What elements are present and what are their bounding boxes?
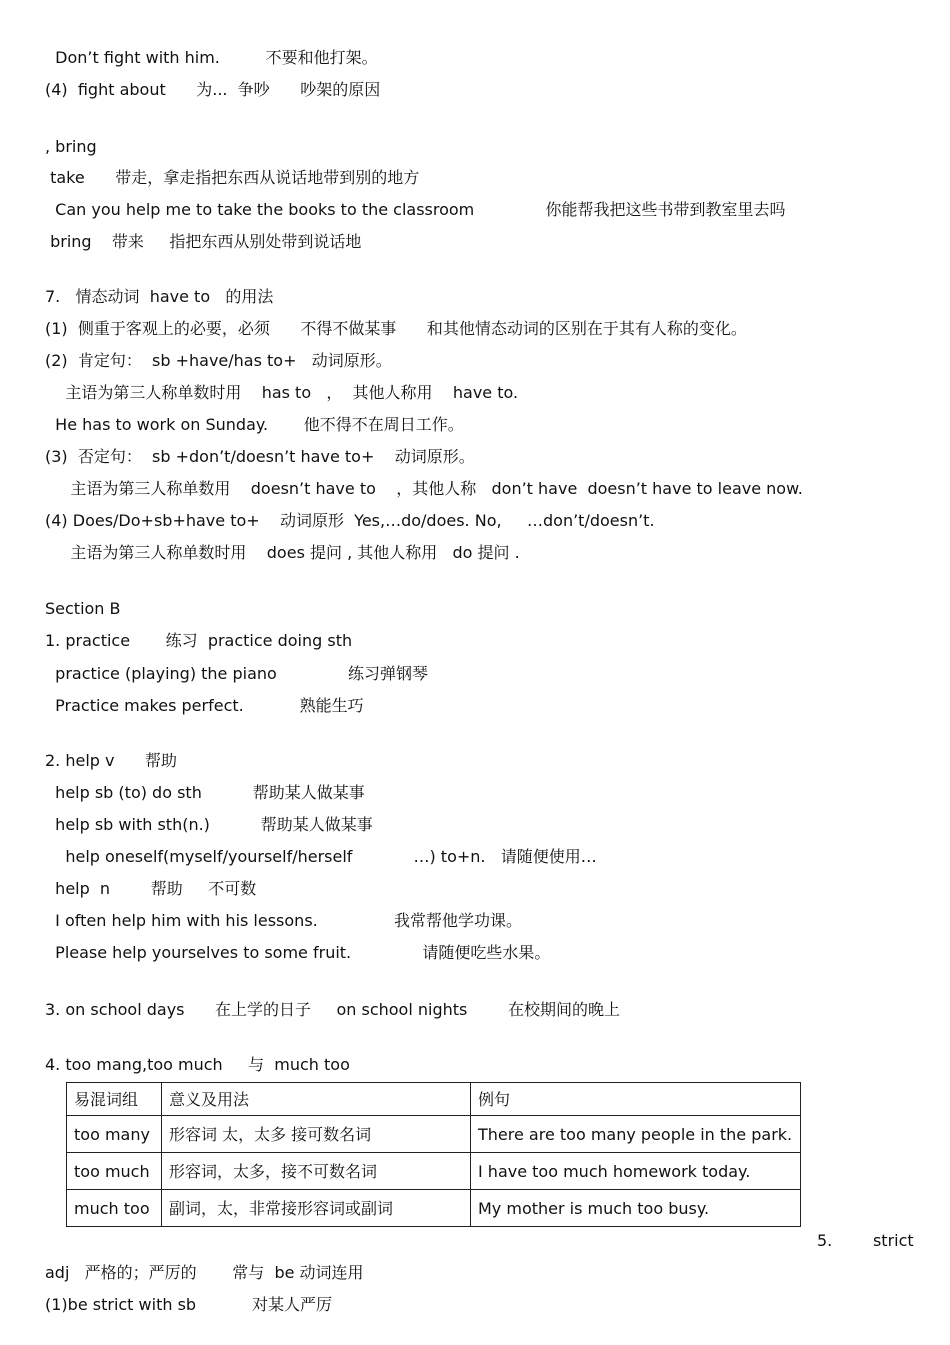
table-cell: too many <box>67 1116 162 1153</box>
text-line: 4. too mang,too much 与 much too <box>45 1055 350 1074</box>
table-row <box>67 1153 801 1190</box>
table-row <box>67 1116 801 1153</box>
text-line: help sb with sth(n.) 帮助某人做某事 <box>45 815 373 834</box>
table-cell: much too <box>67 1190 162 1227</box>
text-line: He has to work on Sunday. 他不得不在周日工作。 <box>45 415 464 434</box>
table-cell: too much <box>67 1153 162 1190</box>
section-heading: 7. 情态动词 have to 的用法 <box>45 287 274 306</box>
text-line: (4) fight about 为... 争吵 吵架的原因 <box>45 80 381 99</box>
text-line: 主语为第三人称单数用 doesn’t have to ，其他人称 don’t have doesn’t have to leave now. <box>45 479 803 498</box>
table-header-cell: 意义及用法 <box>162 1083 471 1116</box>
table-header-cell: 易混词组 <box>67 1083 162 1116</box>
text-line: 3. on school days 在上学的日子 on school nights 在校期间的晚上 <box>45 1000 621 1019</box>
text-line: I often help him with his lessons. 我常帮他学功课。 <box>45 911 523 930</box>
text-line: help oneself(myself/yourself/herself …) to+n. 请随便使用… <box>45 847 597 866</box>
text-line: 2. help v 帮助 <box>45 751 178 770</box>
text-line: (1)be strict with sb 对某人严厉 <box>45 1295 333 1314</box>
text-line: 主语为第三人称单数时用 has to ， 其他人称用 have to. <box>45 383 519 402</box>
table-header-row <box>67 1083 801 1116</box>
table-cell: 副词，太，非常接形容词或副词 <box>162 1190 471 1227</box>
table-cell: 形容词，太多，接不可数名词 <box>162 1153 471 1190</box>
comparison-table <box>66 1082 801 1227</box>
text-line: Please help yourselves to some fruit. 请随便吃些水果。 <box>45 943 551 962</box>
text-line: 主语为第三人称单数时用 does 提问 , 其他人称用 do 提问 . <box>45 543 520 562</box>
text-line: (3) 否定句： sb +don’t/doesn’t have to+ 动词原形。 <box>45 447 475 466</box>
text-line: Can you help me to take the books to the classroom 你能帮我把这些书带到教室里去吗 <box>45 200 786 219</box>
text-line: take 带走，拿走指把东西从说话地带到别的地方 <box>45 168 420 187</box>
table-row <box>67 1190 801 1227</box>
text-line: (2) 肯定句： sb +have/has to+ 动词原形。 <box>45 351 392 370</box>
text-line: 1. practice 练习 practice doing sth <box>45 631 353 650</box>
text-line: practice (playing) the piano 练习弹钢琴 <box>45 664 429 683</box>
text-line: Practice makes perfect. 熟能生巧 <box>45 696 364 715</box>
text-line: , bring <box>45 137 97 156</box>
text-line: bring 带来 指把东西从别处带到说话地 <box>45 232 362 251</box>
text-line: adj 严格的；严厉的 常与 be 动词连用 <box>45 1263 364 1282</box>
table-cell: I have too much homework today. <box>471 1153 801 1190</box>
text-line: (4) Does/Do+sb+have to+ 动词原形 Yes,…do/does. No, …don’t/doesn’t. <box>45 511 655 530</box>
text-line: (1) 侧重于客观上的必要，必须 不得不做某事 和其他情态动词的区别在于其有人称的变化。 <box>45 319 747 338</box>
table-cell: There are too many people in the park. <box>471 1116 801 1153</box>
table-cell: My mother is much too busy. <box>471 1190 801 1227</box>
text-line: Don’t fight with him. 不要和他打架。 <box>45 48 378 67</box>
text-line: help n 帮助 不可数 <box>45 879 257 898</box>
table-cell: 形容词 太，太多 接可数名词 <box>162 1116 471 1153</box>
side-note: 5. strict <box>817 1231 914 1250</box>
text-line: help sb (to) do sth 帮助某人做某事 <box>45 783 365 802</box>
section-heading: Section B <box>45 599 121 618</box>
table-header-cell: 例句 <box>471 1083 801 1116</box>
